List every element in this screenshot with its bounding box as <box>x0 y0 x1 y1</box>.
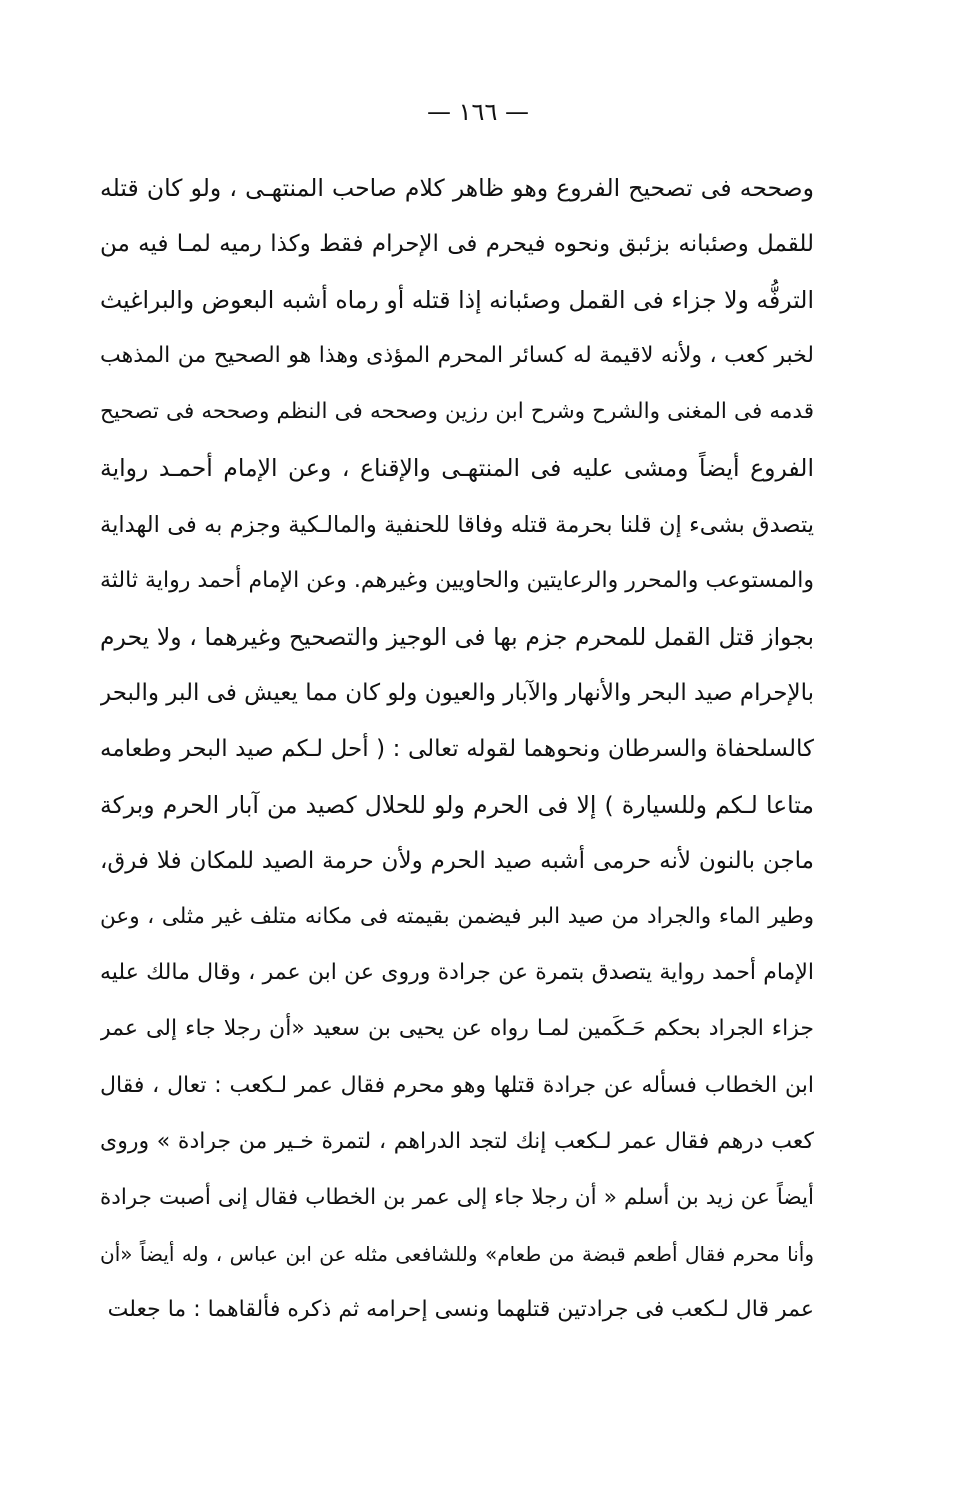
text-line: وأنا محرم فقال أطعم قبضة من طعام» وللشافعى مثله عن ابن عباس ، وله أيضاً «أن <box>100 1241 814 1266</box>
text-line: عمر قال لـكعب فى جرادتين قتلهما ونسى إحرامه ثم ذكره فألقاهما : ما جعلت <box>107 1296 814 1322</box>
text-line: والمستوعب والمحرر والرعايتين والحاويين وغيرهم. وعن الإمام أحمد رواية ثالثة <box>100 567 814 593</box>
text-line: للقمل وصئبانه بزئبق ونحوه فيحرم فى الإحرام فقط وكذا رميه لمـا فيه من <box>100 231 814 258</box>
text-line: جزاء الجراد بحكم حَـكَمين لمـا رواه عن يحيى بن سعيد «أن رجلا جاء إلى عمر <box>100 1016 814 1042</box>
text-line: كعب درهم فقال عمر لـكعب إنك لتجد الدراهم ، لتمرة خـير من جرادة » وروى <box>100 1128 814 1154</box>
text-line: ماجن بالنون لأنه حرمى أشبه صيد الحرم ولأن حرمة الصيد للمكان فلا فرق، <box>100 848 814 875</box>
text-line: يتصدق بشىء إن قلنا بحرمة قتله وفاقا للحنفية والمالـكية وجزم به فى الهداية <box>100 511 814 538</box>
page-number: — ١٦٦ — <box>427 98 529 126</box>
body-text <box>100 160 814 1338</box>
text-line: بالإحرام صيد البحر والأنهار والآبار والعيون ولو كان مما يعيش فى البر والبحر <box>100 679 814 706</box>
text-line: الإمام أحمد رواية يتصدق بتمرة عن جرادة وروى عن ابن عمر ، وقال مالك عليه <box>100 960 814 986</box>
text-line: الترفُّه ولا جزاء فى القمل وصئبانه إذا قتله أو رماه أشبه البعوض والبراغيث <box>100 286 814 315</box>
text-line: بجواز قتل القمل للمحرم جزم بها فى الوجيز والتصحيح وغيرهما ، ولا يحرم <box>100 622 814 651</box>
text-line: الفروع أيضاً ومشى عليه فى المنتهـى والإقناع ، وعن الإمام أحمـد رواية <box>100 454 814 483</box>
text-line: ابن الخطاب فسأله عن جرادة قتلها وهو محرم فقال عمر لـكعب : تعال ، فقال <box>100 1072 814 1098</box>
text-line: وصححه فى تصحيح الفروع وهو ظاهر كلام صاحب المنتهـى ، ولو كان قتله <box>100 174 814 202</box>
text-line: كالسلحفاة والسرطان ونحوهما لقوله تعالى : ( أحل لـكم صيد البحر وطعامه <box>100 735 814 762</box>
text-line: قدمه فى المغنى والشرح وشرح ابن رزين وصححه فى النظم وصححه فى تصحيح <box>100 399 814 425</box>
text-line: وطير الماء والجراد من صيد البر فيضمن بقيمته فى مكانه متلف غير مثلى ، وعن <box>100 904 814 930</box>
text-line: متاعا لـكم وللسيارة ) إلا فى الحرم ولو للحلال كصيد من آبار الحرم وبركة <box>100 791 814 820</box>
text-line: لخبر كعب ، ولأنه لاقيمة له كسائر المحرم المؤذى وهذا هو الصحيح من المذهب <box>100 343 814 369</box>
text-line: أيضاً عن زيد بن أسلم « أن رجلا جاء إلى عمر بن الخطاب فقال إنى أصبت جرادة <box>100 1184 814 1210</box>
